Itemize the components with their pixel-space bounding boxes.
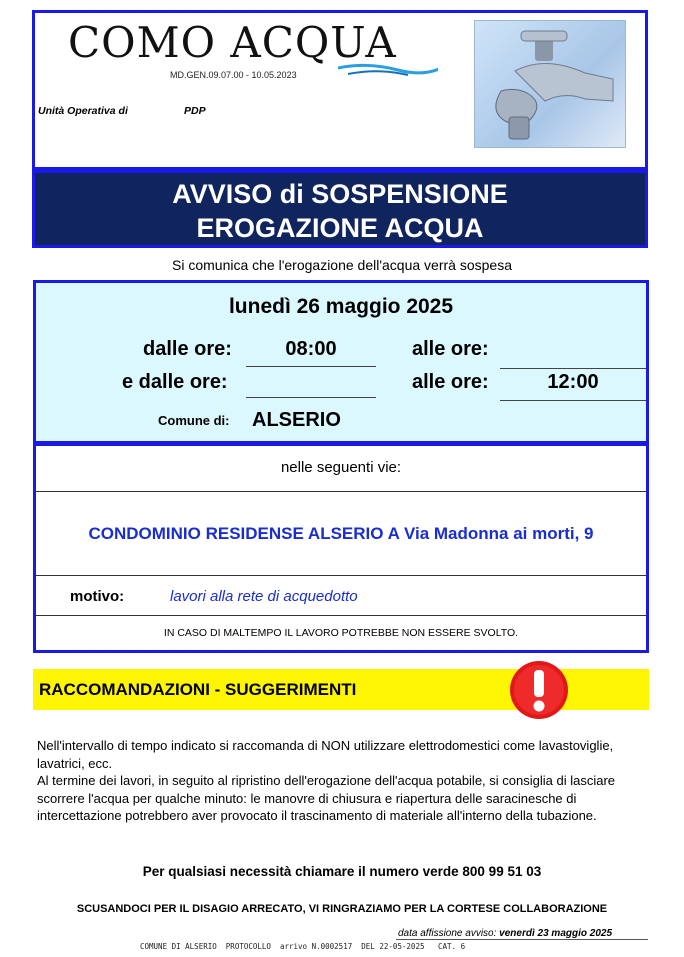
recommendations-body xyxy=(37,737,637,825)
suspension-date: lunedì 26 maggio 2025 xyxy=(228,295,454,318)
posting-date-underline xyxy=(396,939,648,940)
from-value-1: 08:00 xyxy=(246,338,376,367)
from-label-1: dalle ore: xyxy=(143,338,232,360)
logo-text: COMO ACQUA xyxy=(68,18,397,67)
to-value-2: 12:00 xyxy=(500,368,646,401)
unit-value: PDP xyxy=(184,105,206,117)
comune-value: ALSERIO xyxy=(252,409,341,431)
from-label-2: e dalle ore: xyxy=(122,371,228,393)
title-band xyxy=(32,170,648,248)
to-value-1-blank xyxy=(500,340,646,369)
divider xyxy=(36,615,646,616)
faucet-image xyxy=(474,20,626,148)
como-acqua-logo xyxy=(38,18,438,70)
title-line-1: AVVISO di SOSPENSIONE xyxy=(172,179,508,209)
from-value-2-blank xyxy=(246,369,376,398)
subtitle: Si comunica che l'erogazione dell'acqua verrà sospesa xyxy=(172,257,512,273)
posting-date xyxy=(398,928,612,939)
phone-line: Per qualsiasi necessità chiamare il numero verde 800 99 51 03 xyxy=(142,864,542,879)
to-label-1: alle ore: xyxy=(412,338,489,360)
document-code: MD.GEN.09.07.00 - 10.05.2023 xyxy=(170,70,297,80)
motivo-value: lavori alla rete di acquedotto xyxy=(170,588,358,605)
thanks-line: SCUSANDOCI PER IL DISAGIO ARRECATO, VI RINGRAZIAMO PER LA CORTESE COLLABORAZIONE xyxy=(76,903,608,915)
street-address: CONDOMINIO RESIDENSE ALSERIO A Via Madonna ai morti, 9 xyxy=(88,524,594,543)
posting-date-value: venerdì 23 maggio 2025 xyxy=(499,928,613,939)
divider xyxy=(36,491,646,492)
posting-date-label: data affissione avviso: xyxy=(398,928,497,939)
exclamation-warning-icon xyxy=(509,660,569,720)
motivo-label: motivo: xyxy=(70,588,125,605)
streets-label: nelle seguenti vie: xyxy=(280,459,402,476)
recommendations-title: RACCOMANDAZIONI - SUGGERIMENTI xyxy=(39,680,357,699)
weather-note: IN CASO DI MALTEMPO IL LAVORO POTREBBE NON ESSERE SVOLTO. xyxy=(163,627,519,639)
recommendations-body-text: Nell'intervallo di tempo indicato si raccomanda di NON utilizzare elettrodomestici come lavastoviglie, lavatrici, ecc. Al termine dei lavori, in seguito al ripristino dell'erogazione dell'acqua potabile, si consiglia di lasciare scorrere l'acqua per qualche minuto: le manovre di chiusura e riapertura delle saracinesche di intercettazione potrebbero aver provocato il trascinamento di materiale all'interno della tubazione. xyxy=(37,738,615,823)
logo-wave-icon xyxy=(38,18,438,78)
protocol-stamp: COMUNE DI ALSERIO PROTOCOLLO arrivo N.0002517 DEL 22-05-2025 CAT. 6 xyxy=(140,942,466,951)
title-line-2: EROGAZIONE ACQUA xyxy=(196,213,484,243)
divider xyxy=(36,575,646,576)
to-label-2: alle ore: xyxy=(412,371,489,393)
comune-label: Comune di: xyxy=(158,413,230,428)
unit-label: Unità Operativa di xyxy=(38,105,128,117)
